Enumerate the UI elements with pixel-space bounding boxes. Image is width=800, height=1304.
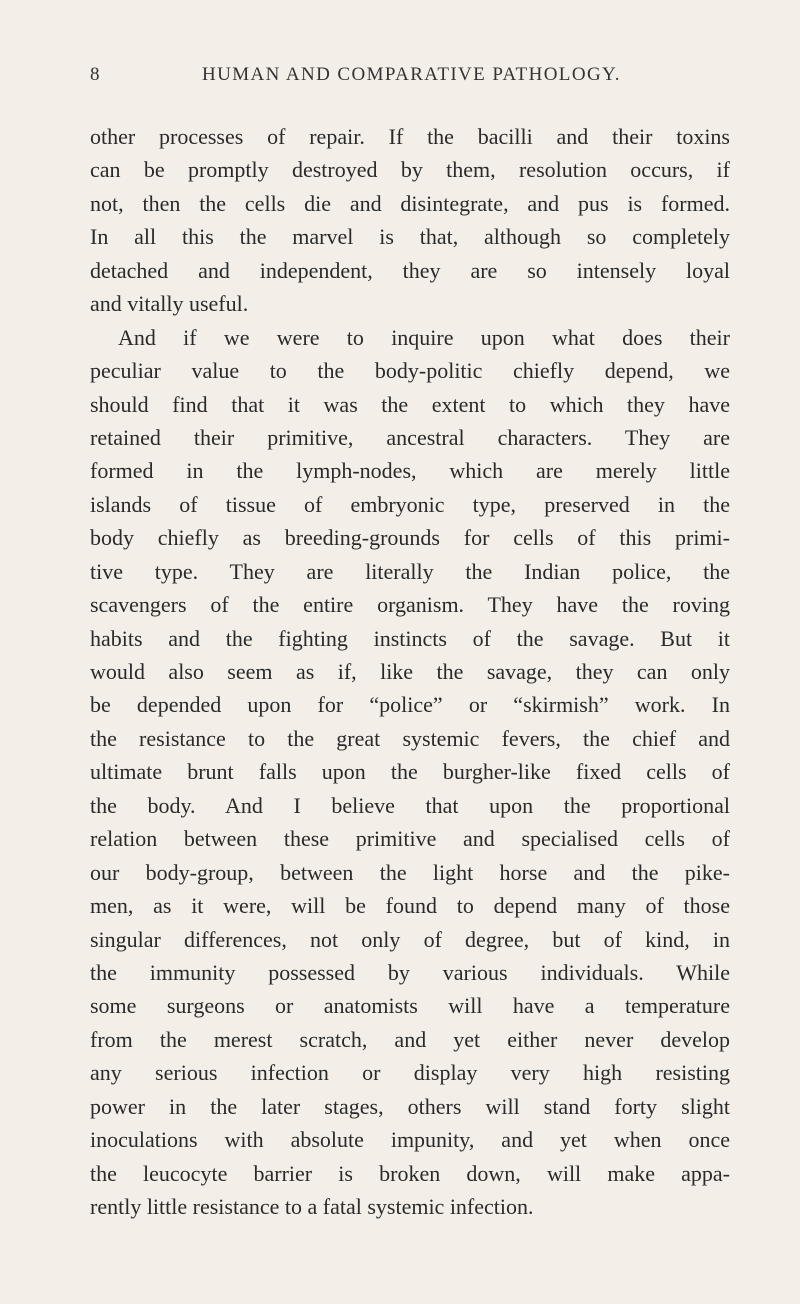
text-line: can be promptly destroyed by them, resolution occurs, if [90,157,730,183]
running-head [90,64,730,94]
text-line: tive type. They are literally the Indian police, the [90,558,730,584]
text-line: not, then the cells die and disintegrate, and pus is formed. [90,190,730,216]
text-line: the resistance to the great systemic fevers, the chief and [90,725,730,751]
text-line: our body-group, between the light horse and the pike- [90,859,730,885]
text-line: and vitally useful. [90,291,249,317]
text-line: should find that it was the extent to which they have [90,391,730,417]
running-title: HUMAN AND COMPARATIVE PATHOLOGY. [202,64,621,85]
text-line: formed in the lymph-nodes, which are merely little [90,458,730,484]
text-line: be depended upon for “police” or “skirmish” work. In [90,692,730,718]
text-line: retained their primitive, ancestral characters. They are [90,424,730,450]
text-line: the immunity possessed by various individuals. While [90,959,730,985]
text-line: rently little resistance to a fatal systemic infection. [90,1194,534,1219]
text-line: peculiar value to the body-politic chiefly depend, we [90,358,730,384]
text-line: detached and independent, they are so intensely loyal [90,257,730,283]
text-line: scavengers of the entire organism. They have the roving [90,592,730,618]
text-line: any serious infection or display very high resisting [90,1060,730,1086]
text-line: other processes of repair. If the bacilli and their toxins [90,124,730,149]
body-text [90,120,730,1223]
text-line: inoculations with absolute impunity, and yet when once [90,1127,730,1153]
text-line: the body. And I believe that upon the proportional [90,792,730,818]
text-line: islands of tissue of embryonic type, preserved in the [90,491,730,517]
text-line: body chiefly as breeding-grounds for cells of this primi- [90,525,730,551]
text-line: singular differences, not only of degree, but of kind, in [90,926,730,952]
text-line: some surgeons or anatomists will have a temperature [90,993,730,1019]
text-line: relation between these primitive and specialised cells of [90,826,730,852]
text-line: habits and the fighting instincts of the savage. But it [90,625,730,651]
text-line: ultimate brunt falls upon the burgher-like fixed cells of [90,759,730,785]
text-line: men, as it were, will be found to depend many of those [90,893,730,919]
text-line: the leucocyte barrier is broken down, will make appa- [90,1160,730,1186]
text-line: In all this the marvel is that, although so completely [90,224,730,250]
text-line: from the merest scratch, and yet either never develop [90,1026,730,1052]
page-number: 8 [90,64,101,85]
text-line: And if we were to inquire upon what does their [118,324,730,350]
text-line: power in the later stages, others will stand forty slight [90,1093,730,1119]
text-line: would also seem as if, like the savage, they can only [90,659,730,684]
